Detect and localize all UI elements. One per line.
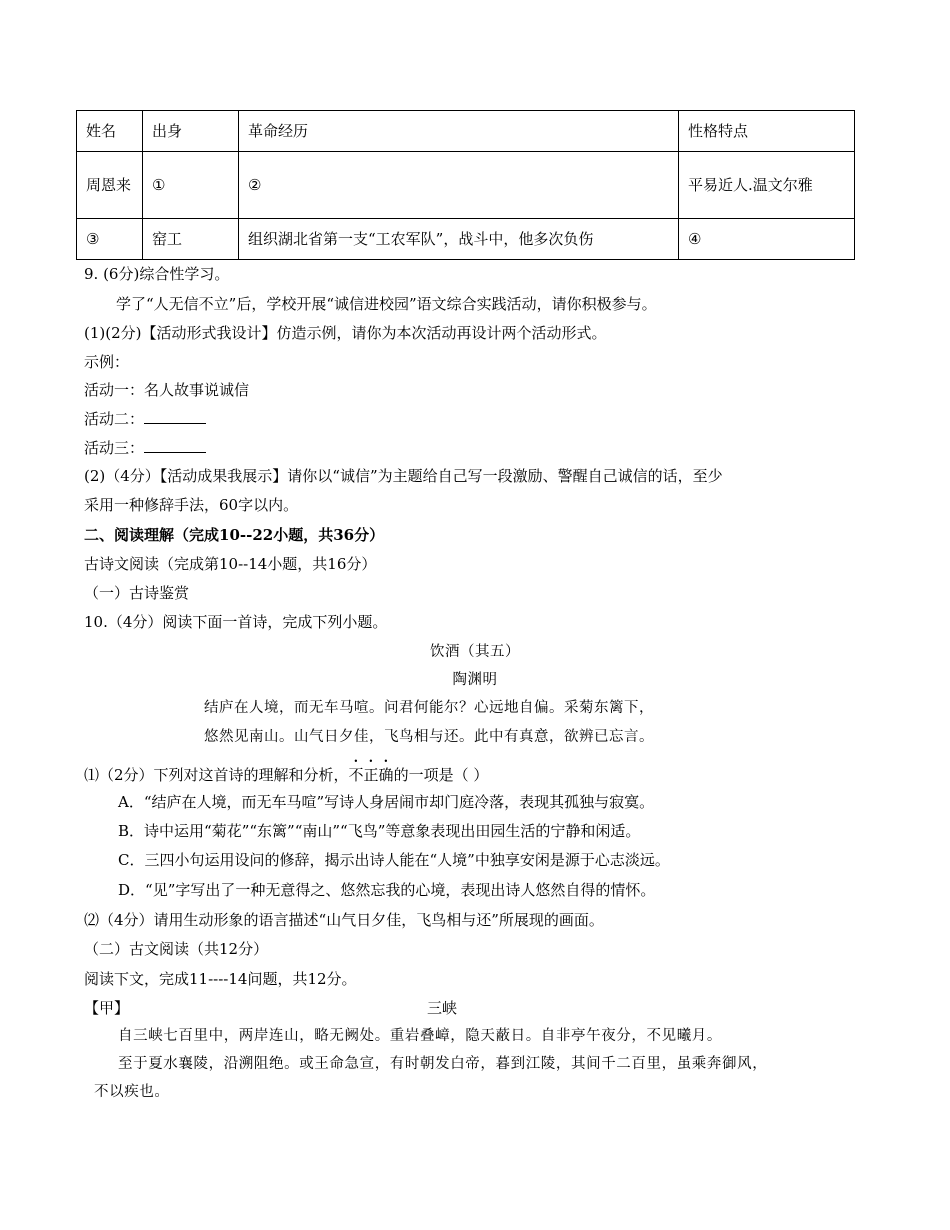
sub-1-prefix: ⑴（2分）下列对这首诗的理解和分析，	[84, 766, 349, 784]
poetry-part-title: （一）古诗鉴赏	[84, 584, 190, 602]
question-9-intro: 学了“人无信不立”后，学校开展“诚信进校园”语文综合实践活动，请你积极参与。	[116, 295, 657, 313]
text-para-1: 自三峡七百里中，两岸连山，略无阙处。重岩叠嶂，隐天蔽日。自非亭午夜分，不见曦月。	[118, 1028, 722, 1044]
poem-line-2: 悠然见南山。山气日夕佳，飞鸟相与还。此中有真意，欲辨已忘言。	[204, 729, 654, 745]
poem-line-1: 结庐在人境，而无车马喧。问君何能尔？心远地自偏。采菊东篱下，	[204, 700, 654, 716]
section-2-subtitle: 古诗文阅读（完成第10--14小题，共16分）	[84, 555, 377, 573]
activity-3-blank[interactable]	[144, 437, 206, 453]
option-a[interactable]: A．“结庐在人境，而无车马喧”写诗人身居闹市却门庭冷落，表现其孤独与寂寞。	[118, 793, 655, 811]
table-cell: ②	[239, 152, 679, 219]
table-cell: 平易近人.温文尔雅	[679, 152, 855, 219]
activity-3-line	[84, 437, 206, 459]
section-2-title: 二、阅读理解（完成10--22小题，共36分）	[84, 526, 385, 544]
table-row	[77, 219, 855, 260]
question-9-part-2-line1: (2)（4分）【活动成果我展示】请你以“诚信”为主题给自己写一段激励、警醒自己诚信的话，至少	[84, 467, 723, 485]
table-header-cell: 性格特点	[679, 111, 855, 152]
info-table	[76, 110, 855, 260]
table-cell: 窑工	[143, 219, 239, 260]
option-d[interactable]: D．“见”字写出了一种无意得之、悠然忘我的心境，表现出诗人悠然自得的情怀。	[118, 881, 656, 899]
prose-part-title: （二）古文阅读（共12分）	[84, 940, 269, 958]
poem-title: 饮酒（其五）	[430, 644, 520, 660]
table-cell: ③	[77, 219, 143, 260]
question-10-title: 10.（4分）阅读下面一首诗，完成下列小题。	[84, 613, 388, 631]
emphasized-word: 不正确	[348, 766, 394, 784]
poem-author: 陶渊明	[452, 672, 498, 688]
activity-3-label: 活动三：	[84, 439, 145, 457]
question-9-part-2-line2: 采用一种修辞手法，60字以内。	[84, 496, 299, 514]
activity-2-blank[interactable]	[144, 408, 206, 424]
activity-2-label: 活动二：	[84, 410, 145, 428]
text-para-3: 不以疾也。	[94, 1084, 170, 1100]
table-header-cell: 姓名	[77, 111, 143, 152]
table-cell: ④	[679, 219, 855, 260]
question-9-part-1: (1)(2分)【活动形式我设计】仿造示例，请你为本次活动再设计两个活动形式。	[84, 324, 607, 342]
question-10-sub-2: ⑵（4分）请用生动形象的语言描述“山气日夕佳，飞鸟相与还”所展现的画面。	[84, 911, 604, 929]
table-cell: 组织湖北省第一支“工农军队”，战斗中，他多次负伤	[239, 219, 679, 260]
text-marker-jia: 【甲】	[84, 999, 130, 1017]
question-10-sub-1	[84, 757, 488, 786]
prose-intro: 阅读下文，完成11----14问题，共12分。	[84, 970, 357, 988]
example-label: 示例：	[84, 353, 130, 371]
activity-1: 活动一：名人故事说诚信	[84, 381, 250, 399]
table-header-row	[77, 111, 855, 152]
option-c[interactable]: C．三四小句运用设问的修辞，揭示出诗人能在“人境”中独享安闲是源于心志淡远。	[118, 851, 670, 869]
sub-1-suffix: 的一项是（ ）	[393, 766, 489, 784]
table-header-cell: 出身	[143, 111, 239, 152]
table-cell: 周恩来	[77, 152, 143, 219]
text-para-2: 至于夏水襄陵，沿溯阻绝。或王命急宣，有时朝发白帝，暮到江陵，其间千二百里，虽乘奔御风，	[118, 1056, 768, 1072]
text-title: 三峡	[426, 999, 457, 1017]
question-9-title: 9. (6分)综合性学习。	[84, 265, 230, 283]
activity-2-line	[84, 408, 206, 430]
table-cell: ①	[143, 152, 239, 219]
table-header-cell: 革命经历	[239, 111, 679, 152]
option-b[interactable]: B．诗中运用“菊花”“东篱”“南山”“飞鸟”等意象表现出田园生活的宁静和闲适。	[118, 822, 641, 840]
table-row	[77, 152, 855, 219]
